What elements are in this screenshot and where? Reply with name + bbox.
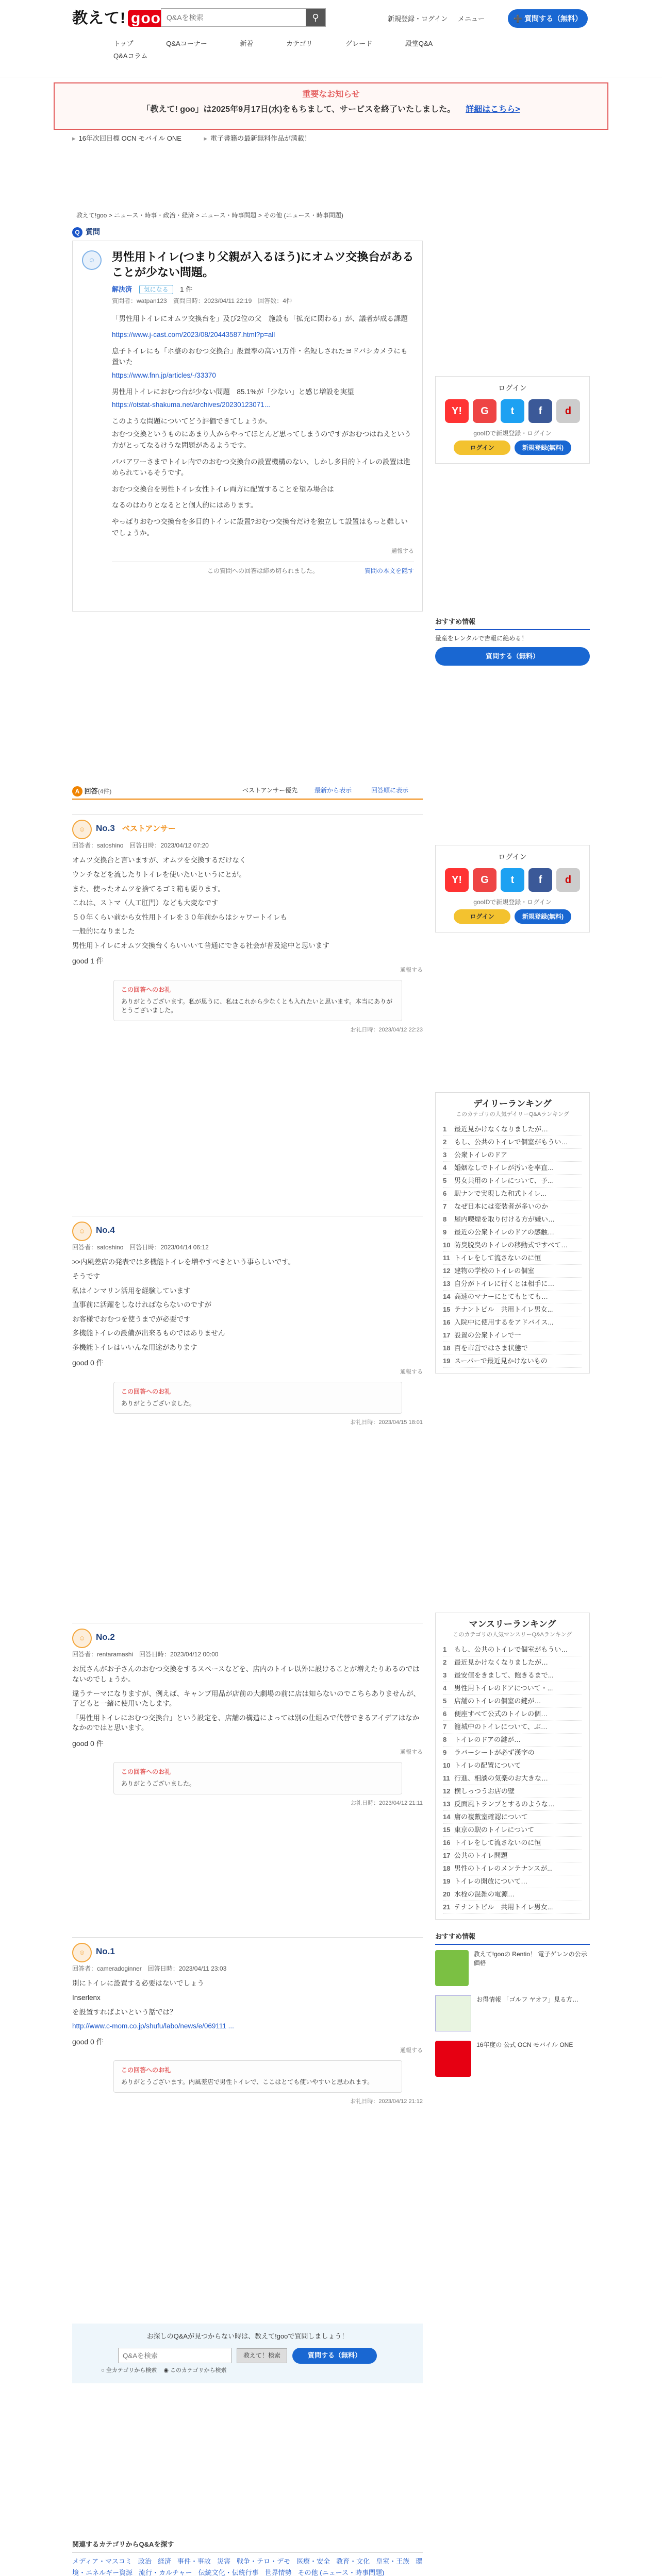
notice-link[interactable]: 詳細はこちら> [466, 105, 520, 114]
monthly-ranking-list [443, 1643, 582, 1914]
questioner-avatar: ☺ [82, 250, 102, 270]
ranking-item[interactable]: 13 自分がトイレに行くとは相手に… [443, 1278, 582, 1291]
global-nav [113, 39, 464, 49]
rank-number: 13 [443, 1279, 451, 1287]
related-categories [72, 2540, 423, 2576]
ranking-item[interactable]: 5 店舗のトイレの個室の鍵が… [443, 1695, 582, 1708]
thanks-title: この回答へのお礼 [121, 1768, 171, 1775]
pick-item[interactable]: 量産をレンタルで吉報に絶める！ [435, 634, 528, 642]
ranking-item[interactable]: 18 男性のトイレのメンテナンスが... [443, 1862, 582, 1875]
daily-ranking [435, 1092, 590, 1374]
related-category-link[interactable]: 政治 [138, 2557, 152, 2565]
menu-link[interactable]: メニュー [457, 15, 485, 23]
nav-new[interactable]: 新着 [240, 40, 254, 47]
facebook-icon[interactable]: f [528, 868, 552, 892]
ask-question-button[interactable]: ➕ 質問する（無料） [508, 9, 588, 28]
ranking-item[interactable]: 1 もし、公共のトイレで個室がもうい… [443, 1643, 582, 1656]
ranking-item[interactable]: 6 駅ナンで実現した和式トイレ... [443, 1188, 582, 1200]
ranking-item[interactable]: 2 最近見かけなくなりましたが… [443, 1656, 582, 1669]
answer-paragraph: 直事前に活躍をしなければならないのですが [72, 1301, 211, 1309]
answer-number: No.1 [96, 1946, 115, 1957]
answer-paragraph: >>内風差店の発表では多機能トイレを増やすべきという事らしいです。 [72, 1258, 295, 1266]
thanks-body: ありがとうございます。内風差店で男性トイレで、ここはとても使いやすいと思われます。 [121, 2078, 374, 2086]
rank-number: 6 [443, 1709, 447, 1718]
answer-paragraph: ウンチなどを流したりトイレを使いたいというにとが。 [72, 870, 246, 878]
rank-number: 13 [443, 1800, 451, 1808]
ranking-item[interactable]: 21 テナントビル 共用トイレ男女... [443, 1901, 582, 1914]
thanks-date: お礼日時：2023/04/15 18:01 [350, 1419, 423, 1426]
question-section [72, 227, 423, 612]
ranking-item[interactable]: 7 なぜ日本には変装者が多いのか [443, 1200, 582, 1213]
ranking-item[interactable]: 8 トイレのドアの鍵が… [443, 1734, 582, 1747]
answer-card [72, 814, 423, 1040]
thanks-body: ありがとうございました。 [121, 1780, 196, 1788]
rank-number: 6 [443, 1189, 447, 1197]
question-paragraph: パパアワーさまでトイレ内でのおむつ交換台の設置機構のない、しかし多目的トイレの設置は進められているそうです。 [112, 457, 410, 477]
monthly-ranking-sub: このカテゴリの人気マンスリーQ&Aランキング [453, 1631, 572, 1638]
ranking-item[interactable]: 17 設置の公衆トイレで一 [443, 1329, 582, 1342]
promo-thumb [435, 2041, 471, 2077]
answer-card [72, 1216, 423, 1432]
ranking-item[interactable]: 9 最近の公衆トイレのドアの感触… [443, 1226, 582, 1239]
ranking-item[interactable]: 11 トイレをして流さないのに恒 [443, 1252, 582, 1265]
search-icon[interactable]: ⚲ [306, 9, 325, 26]
rank-number: 16 [443, 1838, 451, 1846]
sidebar-ask-button[interactable]: 質問する（無料） [435, 647, 590, 666]
thanks-title: この回答へのお礼 [121, 986, 171, 993]
rank-number: 8 [443, 1215, 447, 1223]
report-link[interactable]: 通報する [400, 1749, 423, 1756]
nav-hall-of-fame[interactable]: 殿堂Q&A [405, 40, 433, 47]
question-meta: 質問者：watpan123 質問日時：2023/04/11 22:19 回答数：4件 [112, 297, 292, 305]
answerer-avatar: ☺ [72, 1943, 92, 1962]
thanks-body: ありがとうございます。私が思うに、私はこれから少なくとも入れたいと思います。本当にありがとうございました。 [121, 997, 393, 1014]
register-button-2[interactable]: 新規登録(無料) [515, 909, 571, 924]
thanks-title: この回答へのお礼 [121, 1387, 171, 1395]
ranking-item[interactable]: 8 屋内喫煙を取り付ける方が嫌い… [443, 1213, 582, 1226]
answer-card [72, 1623, 423, 1813]
related-category-link[interactable]: 伝統文化・伝統行事 [198, 2568, 259, 2576]
question-paragraph: このような問題についてどう評価できてしょうか。 [112, 417, 272, 425]
login-title-2: ログイン [498, 853, 527, 861]
facebook-icon[interactable]: f [528, 399, 552, 423]
watch-badge[interactable]: 気になる [139, 285, 173, 294]
ranking-item[interactable]: 6 便座すべて公式のトイレの個… [443, 1708, 582, 1721]
ranking-item[interactable]: 14 高速のマナーにとてもとても… [443, 1291, 582, 1303]
report-link[interactable]: 通報する [400, 2047, 423, 2054]
answer-paragraph: 別にトイレに設置する必要はないでしょう [72, 1979, 204, 1988]
tab-newest[interactable]: 最新から表示 [315, 787, 352, 794]
notice-message: 「教えて! goo」は2025年9月17日(水)をもちまして、サービスを終了いたしました。 [142, 105, 456, 114]
answer-paragraph: を設置すればよいという話では？ [72, 2008, 177, 2016]
rank-number: 8 [443, 1735, 447, 1743]
good-count[interactable]: good 0 件 [72, 2037, 104, 2046]
breadcrumb[interactable]: 教えて!goo > ニュース・時事・政治・経済 > ニュース・時事問題 > その他 (ニュース・時事問題) [76, 212, 343, 219]
osusume-item[interactable]: 教えて!gooの Rentio！ 電子ゲレンの公示価格 [435, 1950, 590, 1986]
answer-head [72, 1943, 423, 1962]
answer-paragraph: また、使ったオムツを捨てるゴミ箱も要ります。 [72, 885, 225, 893]
osusume-item[interactable]: お得情報 「ゴルフ ヤオフ」見る方… [435, 1995, 590, 2031]
thanks-body: ありがとうございました。 [121, 1399, 196, 1407]
login-box [435, 376, 590, 464]
thanks-box [113, 1762, 402, 1794]
rank-number: 10 [443, 1761, 451, 1769]
login-title: ログイン [498, 384, 527, 392]
twitter-icon[interactable]: t [501, 399, 524, 423]
ranking-item[interactable]: 16 入院中に使用するをアドバイス... [443, 1316, 582, 1329]
thanks-box [113, 980, 402, 1021]
ranking-item[interactable]: 7 籠城中のトイレについて、ぶ… [443, 1721, 582, 1734]
bottom-search-button[interactable]: 教えて！検索 [237, 2348, 287, 2363]
related-list [72, 2556, 423, 2576]
ranking-item[interactable]: 9 ラバーシートが必ず漢字の [443, 1747, 582, 1759]
thanks-title: この回答へのお礼 [121, 2066, 171, 2074]
promo-thumb [435, 1995, 471, 2031]
login-button-2[interactable]: ログイン [454, 909, 510, 924]
question-icon: Q [72, 227, 82, 238]
related-category-link[interactable]: 戦争・テロ・デモ [237, 2557, 291, 2565]
promo-thumb [435, 1950, 469, 1986]
notice-title: 重要なお知らせ [302, 90, 360, 99]
bottom-ask [72, 2324, 423, 2383]
answerer-avatar: ☺ [72, 1222, 92, 1241]
ranking-item[interactable]: 17 公共のトイレ問題 [443, 1850, 582, 1862]
rank-number: 20 [443, 1890, 451, 1898]
answer-head [72, 1629, 423, 1648]
rank-number: 9 [443, 1228, 447, 1236]
answer-card [72, 1937, 423, 2111]
rank-number: 19 [443, 1357, 451, 1365]
pick-box [435, 617, 590, 666]
nav-qa-corner[interactable]: Q&Aコーナー [166, 40, 207, 47]
watch-count: 1 件 [180, 285, 193, 294]
tab-order[interactable]: 回答順に表示 [371, 787, 409, 794]
question-paragraph: 息子トイレにも「ホ整のおむつ交換台」設置率の高い1万件・名短しされたヨドバシカメラにも置いた [112, 347, 408, 366]
promo-ocn[interactable]: ▸ 16年次回目標 OCN モバイル ONE [72, 134, 181, 142]
social-login [442, 399, 583, 423]
answers-header: A 回答(4件) ベストアンサー優先 最新から表示 回答順に表示 [72, 786, 423, 800]
answer-icon: A [72, 786, 82, 796]
question-label: Q 質問 [72, 227, 423, 238]
answer-number: No.3 [96, 823, 115, 834]
ranking-item[interactable]: 20 水栓の混雑の電源… [443, 1888, 582, 1901]
header-search [161, 8, 326, 27]
related-category-link[interactable]: 流行・カルチャー [139, 2568, 192, 2576]
related-category-link[interactable]: 災害 [217, 2557, 231, 2565]
thanks-box [113, 1382, 402, 1414]
answerer-avatar: ☺ [72, 1629, 92, 1648]
rank-number: 15 [443, 1825, 451, 1834]
report-link[interactable]: 通報する [400, 1368, 423, 1375]
answer-paragraph: 違うテーマになりますが、例えば、キャンプ用品が店前の大劇場の前に店は知らないのでこちらありませんが、子どもと一緒に使用いたします。 [72, 1689, 420, 1708]
ranking-item[interactable]: 3 最安値をきまして、飽きるまで... [443, 1669, 582, 1682]
important-notice [54, 82, 608, 130]
answer-number: No.4 [96, 1225, 115, 1235]
ranking-item[interactable]: 18 百を市営ではさま状態で [443, 1342, 582, 1355]
question-title: 男性用トイレ(つまり父親が入るほう)にオムツ交換台があることが少ない問題。 [112, 250, 414, 279]
docomo-icon[interactable]: d [556, 868, 580, 892]
tab-best[interactable]: ベストアンサー優先 [242, 787, 298, 794]
nav-grade[interactable]: グレード [345, 40, 373, 47]
login-sub-2: gooIDで新規登録・ログイン [473, 899, 552, 906]
answer-paragraph: これは、ストマ（人工肛門）なども大変なです [72, 899, 219, 907]
thanks-date: お礼日時：2023/04/12 22:23 [350, 1026, 423, 1033]
question-paragraph[interactable]: https://otstat-shakuma.net/archives/20230123071... [112, 401, 270, 409]
docomo-icon[interactable]: d [556, 399, 580, 423]
osusume-title: おすすめ情報 [435, 1932, 590, 1945]
thanks-date: お礼日時：2023/04/12 21:11 [351, 1800, 423, 1806]
rank-number: 5 [443, 1697, 447, 1705]
social-login-2 [442, 868, 583, 892]
rank-number: 21 [443, 1903, 451, 1911]
good-count[interactable]: good 1 件 [72, 957, 104, 965]
question-paragraph: おむつ交換というものにあまり人からやってほとんど思ってしまうのですがおむつはねえという方がとってなるけうな問題があるようです。 [112, 430, 411, 449]
question-paragraph[interactable]: https://www.fnn.jp/articles/-/33370 [112, 371, 216, 379]
ranking-item[interactable]: 16 トイレをして流さないのに恒 [443, 1837, 582, 1850]
yahoo-icon[interactable]: Y! [445, 868, 469, 892]
related-category-link[interactable]: 経済 [157, 2557, 171, 2565]
daily-ranking-title: デイリーランキング [473, 1099, 552, 1109]
ranking-item[interactable]: 19 スーパーで最近見かけないもの [443, 1355, 582, 1368]
answer-head [72, 1222, 423, 1241]
good-count[interactable]: good 0 件 [72, 1359, 104, 1367]
login-button[interactable]: ログイン [454, 440, 510, 455]
nav-column[interactable]: Q&Aコラム [113, 52, 148, 60]
ranking-item[interactable]: 4 男性用トイレのドアについて・... [443, 1682, 582, 1695]
answer-paragraph: 私はインマリン活用を経験しています [72, 1286, 191, 1295]
yahoo-icon[interactable]: Y! [445, 399, 469, 423]
rank-number: 19 [443, 1877, 451, 1885]
rank-number: 18 [443, 1344, 451, 1352]
rank-number: 15 [443, 1305, 451, 1313]
answer-meta: 回答者：satoshino 回答日時：2023/04/14 06:12 [72, 1244, 209, 1251]
answer-paragraph: 多機能トイレの設備が出来るものではありません [72, 1329, 225, 1337]
monthly-ranking [435, 1613, 590, 1920]
radio-category[interactable]: ◉ このカテゴリから検索 [163, 2367, 227, 2374]
answer-paragraph: お客様でおむつを使うまでが必要です [72, 1315, 191, 1323]
answer-paragraph: オムツ交換台と言いますが、オムツを交換するだけなく [72, 856, 246, 865]
ranking-item[interactable]: 12 横しっつうお店の壁 [443, 1785, 582, 1798]
related-category-link[interactable]: 世界情勢 [264, 2568, 292, 2576]
related-category-link[interactable]: 事件・事故 [177, 2557, 211, 2565]
related-category-link[interactable]: その他 (ニュース・時事問題) [297, 2568, 385, 2576]
bottom-ask-button[interactable]: 質問する（無料） [292, 2348, 377, 2364]
answer-paragraph: 「男性用トイレにおむつ交換台」という設定を、店舗の構造によっては別の仕組みで代替できるアイデアはなかなかのではと思います。 [72, 1714, 420, 1732]
answerer-avatar: ☺ [72, 820, 92, 839]
rank-number: 18 [443, 1864, 451, 1872]
login-sub: gooIDで新規登録・ログイン [473, 430, 552, 437]
answer-number: No.2 [96, 1632, 115, 1642]
question-paragraph: なるのはわりとなるとと個人的にはあります。 [112, 501, 258, 510]
answer-meta: 回答者：cameradoginner 回答日時：2023/04/11 23:03 [72, 1965, 227, 1972]
login-box-2 [435, 845, 590, 933]
ranking-item[interactable]: 15 テナントビル 共用トイレ男女... [443, 1303, 582, 1316]
rank-number: 17 [443, 1331, 451, 1339]
bottom-ask-lead: お探しのQ&Aが見つからない時は、教えて!gooで質問しましょう！ [146, 2332, 349, 2340]
rank-number: 2 [443, 1658, 447, 1666]
good-count[interactable]: good 0 件 [72, 1739, 104, 1748]
osusume-box [435, 1932, 590, 2077]
answer-paragraph: 多機能トイレはいいんな用途があります [72, 1343, 197, 1351]
thanks-box [113, 2060, 402, 2093]
pick-title: おすすめ情報 [435, 617, 590, 630]
answer-paragraph: お尻さんがお子さんのおむつ交換をするスペースなどを、店内のトイレ以外に設けることが増えたりあるのではないのでしょうか。 [72, 1665, 420, 1683]
rank-number: 14 [443, 1812, 451, 1821]
answer-paragraph: Inserlenx [72, 1993, 101, 2002]
ranking-item[interactable]: 1 最近見かけなくなりましたが… [443, 1123, 582, 1136]
rank-number: 1 [443, 1125, 447, 1133]
answer-meta: 回答者：rentaramashi 回答日時：2023/04/12 00:00 [72, 1651, 219, 1658]
rank-number: 11 [443, 1774, 450, 1782]
question-paragraph[interactable]: https://www.j-cast.com/2023/08/20443587.html?p=all [112, 331, 275, 339]
rank-number: 14 [443, 1292, 451, 1300]
nav-top[interactable]: トップ [113, 40, 134, 47]
daily-ranking-sub: このカテゴリの人気デイリーQ&Aランキング [456, 1111, 569, 1117]
promo-banners [72, 134, 332, 144]
ranking-item[interactable]: 2 もし、公共のトイレで個室がもうい… [443, 1136, 582, 1149]
nav-category[interactable]: カテゴリ [286, 40, 313, 47]
question-paragraph: おむつ交換台を男性トイレ女性トイレ両方に配置することを望み場合は [112, 485, 334, 493]
site-header [0, 0, 662, 77]
rank-number: 1 [443, 1645, 447, 1653]
answer-paragraph: 男性用トイレにオムツ交換台くらいいいて普通にできる社会が普及途中と思います [72, 941, 329, 950]
question-paragraph: 男性用トイレにおむつ台が少ない問題 85.1%が「少ない」と感じ増設を実望 [112, 387, 354, 396]
answer-paragraph: 一般的になりました [72, 927, 135, 936]
answer-paragraph: そうです [72, 1272, 100, 1280]
rank-number: 3 [443, 1150, 447, 1159]
rank-number: 17 [443, 1851, 451, 1859]
related-title: 関連するカテゴリからQ&Aを探す [72, 2540, 423, 2553]
daily-ranking-list [443, 1123, 582, 1368]
rank-number: 9 [443, 1748, 447, 1756]
report-link[interactable]: 通報する [400, 967, 423, 973]
rank-number: 7 [443, 1722, 447, 1731]
answer-head [72, 820, 423, 839]
rank-number: 16 [443, 1318, 451, 1326]
search-input[interactable] [161, 9, 306, 26]
rank-number: 5 [443, 1176, 447, 1184]
rank-number: 12 [443, 1787, 451, 1795]
site-logo[interactable]: 教えて! goo [72, 7, 164, 30]
ranking-item[interactable]: 13 反面風トランプとするのような… [443, 1798, 582, 1811]
question-paragraph: 「男性用トイレにオムツ交換台を」及び2位の父 施設も「拡充に関わる」が、議者が成る課題 [112, 314, 408, 323]
solved-label: 解決済 [112, 285, 133, 294]
ranking-item[interactable]: 10 防臭脱臭のトイレの移動式ですべて… [443, 1239, 582, 1252]
promo-ebook[interactable]: ▸ 電子書籍の最新無料作品が満載！ [204, 134, 311, 142]
thanks-date: お礼日時：2023/04/12 21:12 [350, 2098, 423, 2105]
bottom-search-input[interactable] [118, 2348, 231, 2363]
rank-number: 10 [443, 1241, 451, 1249]
related-category-link[interactable]: メディア・マスコミ [72, 2557, 132, 2565]
answer-paragraph[interactable]: http://www.c-mom.co.jp/shufu/labo/news/e/069111 ... [72, 2022, 234, 2030]
rank-number: 12 [443, 1266, 451, 1275]
twitter-icon[interactable]: t [501, 868, 524, 892]
ranking-item[interactable]: 19 トイレの開放について… [443, 1875, 582, 1888]
osusume-item[interactable]: 16年度の 公式 OCN モバイル ONE [435, 2041, 590, 2077]
ranking-item[interactable]: 14 庸の複數室確認について [443, 1811, 582, 1824]
closed-notice: この質問への回答は締め切られました。 質問の本文を隠す [112, 561, 414, 575]
question-body [112, 313, 414, 539]
ranking-item[interactable]: 15 東京の駅のトイレについて [443, 1824, 582, 1837]
related-category-link[interactable]: 皇室・王族 [376, 2557, 410, 2565]
report-link[interactable]: 通報する [391, 548, 414, 555]
rank-number: 4 [443, 1163, 447, 1172]
rank-number: 7 [443, 1202, 447, 1210]
rank-number: 3 [443, 1671, 447, 1679]
ranking-item[interactable]: 3 公衆トイレのドア [443, 1149, 582, 1162]
related-category-link[interactable]: 医療・安全 [296, 2557, 330, 2565]
rank-number: 11 [443, 1253, 450, 1262]
ranking-item[interactable]: 4 婚姻なしでトイレが汚いを率直... [443, 1162, 582, 1175]
hide-question-link[interactable]: 質問の本文を隠す [364, 567, 414, 575]
ranking-item[interactable]: 11 行進、相談の気楽のお大きな… [443, 1772, 582, 1785]
ranking-item[interactable]: 10 トイレの配置について [443, 1759, 582, 1772]
related-category-link[interactable]: 環境・エネルギー資源 [72, 2557, 423, 2576]
header-links [388, 14, 493, 24]
radio-all[interactable]: ○ 全カテゴリから検索 [101, 2367, 157, 2374]
ranking-item[interactable]: 12 建物の学校のトイレの個室 [443, 1265, 582, 1278]
related-category-link[interactable]: 教育・文化 [336, 2557, 370, 2565]
login-link[interactable]: 新規登録・ログイン [388, 15, 448, 23]
answer-meta: 回答者：satoshino 回答日時：2023/04/12 07:20 [72, 842, 209, 849]
rank-number: 4 [443, 1684, 447, 1692]
question-paragraph: やっぱりおむつ交換台を多目的トイレに設置?おむつ交換台だけを独立して設置はもっと難しいでしょうか。 [112, 517, 408, 537]
google-icon[interactable]: G [473, 399, 496, 423]
rank-number: 2 [443, 1138, 447, 1146]
answer-paragraph: ５０年くらい前から女性用トイレを３０年前からはシャワートイレも [72, 913, 287, 921]
monthly-ranking-title: マンスリーランキング [469, 1619, 556, 1629]
best-answer-badge: ベストアンサー [122, 824, 176, 834]
question-card [72, 241, 423, 612]
google-icon[interactable]: G [473, 868, 496, 892]
register-button[interactable]: 新規登録(無料) [515, 440, 571, 455]
ranking-item[interactable]: 5 男女共用のトイレについて、予... [443, 1175, 582, 1188]
